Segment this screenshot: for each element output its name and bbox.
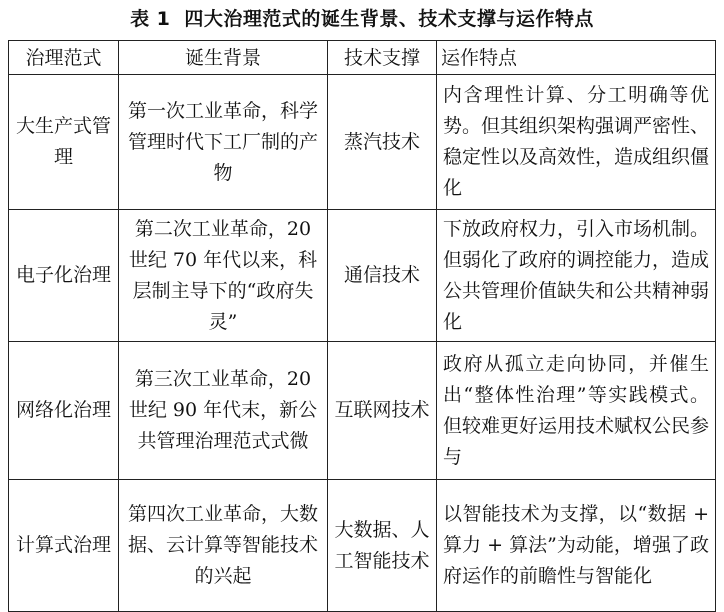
header-paradigm: 治理范式 — [9, 41, 119, 75]
cell-features: 内含理性计算、分工明确等优势。但其组织架构强调严密性、稳定性以及高效性，造成组织僵化 — [437, 75, 716, 210]
cell-paradigm: 大生产式管理 — [9, 75, 119, 210]
cell-background: 第三次工业革命，20 世纪 90 年代末，新公共管理治理范式式微 — [119, 342, 328, 480]
cell-technology: 互联网技术 — [328, 342, 437, 480]
table-number: 表 1 — [130, 8, 171, 30]
cell-paradigm: 计算式治理 — [9, 480, 119, 612]
cell-background: 第二次工业革命，20 世纪 70 年代以来，科层制主导下的“政府失灵” — [119, 210, 328, 342]
cell-background: 第四次工业革命，大数据、云计算等智能技术的兴起 — [119, 480, 328, 612]
cell-technology: 蒸汽技术 — [328, 75, 437, 210]
table-caption — [0, 4, 724, 34]
header-technology: 技术支撑 — [328, 41, 437, 75]
header-features: 运作特点 — [437, 41, 716, 75]
table-row — [9, 480, 716, 612]
cell-paradigm: 电子化治理 — [9, 210, 119, 342]
table-row — [9, 75, 716, 210]
table-title-text: 四大治理范式的诞生背景、技术支撑与运作特点 — [184, 8, 594, 30]
header-row — [9, 41, 716, 75]
cell-features: 下放政府权力，引入市场机制。但弱化了政府的调控能力，造成公共管理价值缺失和公共精神弱化 — [437, 210, 716, 342]
paradigm-table — [8, 40, 716, 612]
cell-features: 政府从孤立走向协同，并催生出“整体性治理”等实践模式。但较难更好运用技术赋权公民参与 — [437, 342, 716, 480]
cell-background: 第一次工业革命，科学管理时代下工厂制的产物 — [119, 75, 328, 210]
cell-features: 以智能技术为支撑，以“数据 + 算力 + 算法”为动能，增强了政府运作的前瞻性与智能化 — [437, 480, 716, 612]
cell-technology: 通信技术 — [328, 210, 437, 342]
cell-technology: 大数据、人工智能技术 — [328, 480, 437, 612]
cell-paradigm: 网络化治理 — [9, 342, 119, 480]
table-row — [9, 210, 716, 342]
table-row — [9, 342, 716, 480]
header-background: 诞生背景 — [119, 41, 328, 75]
